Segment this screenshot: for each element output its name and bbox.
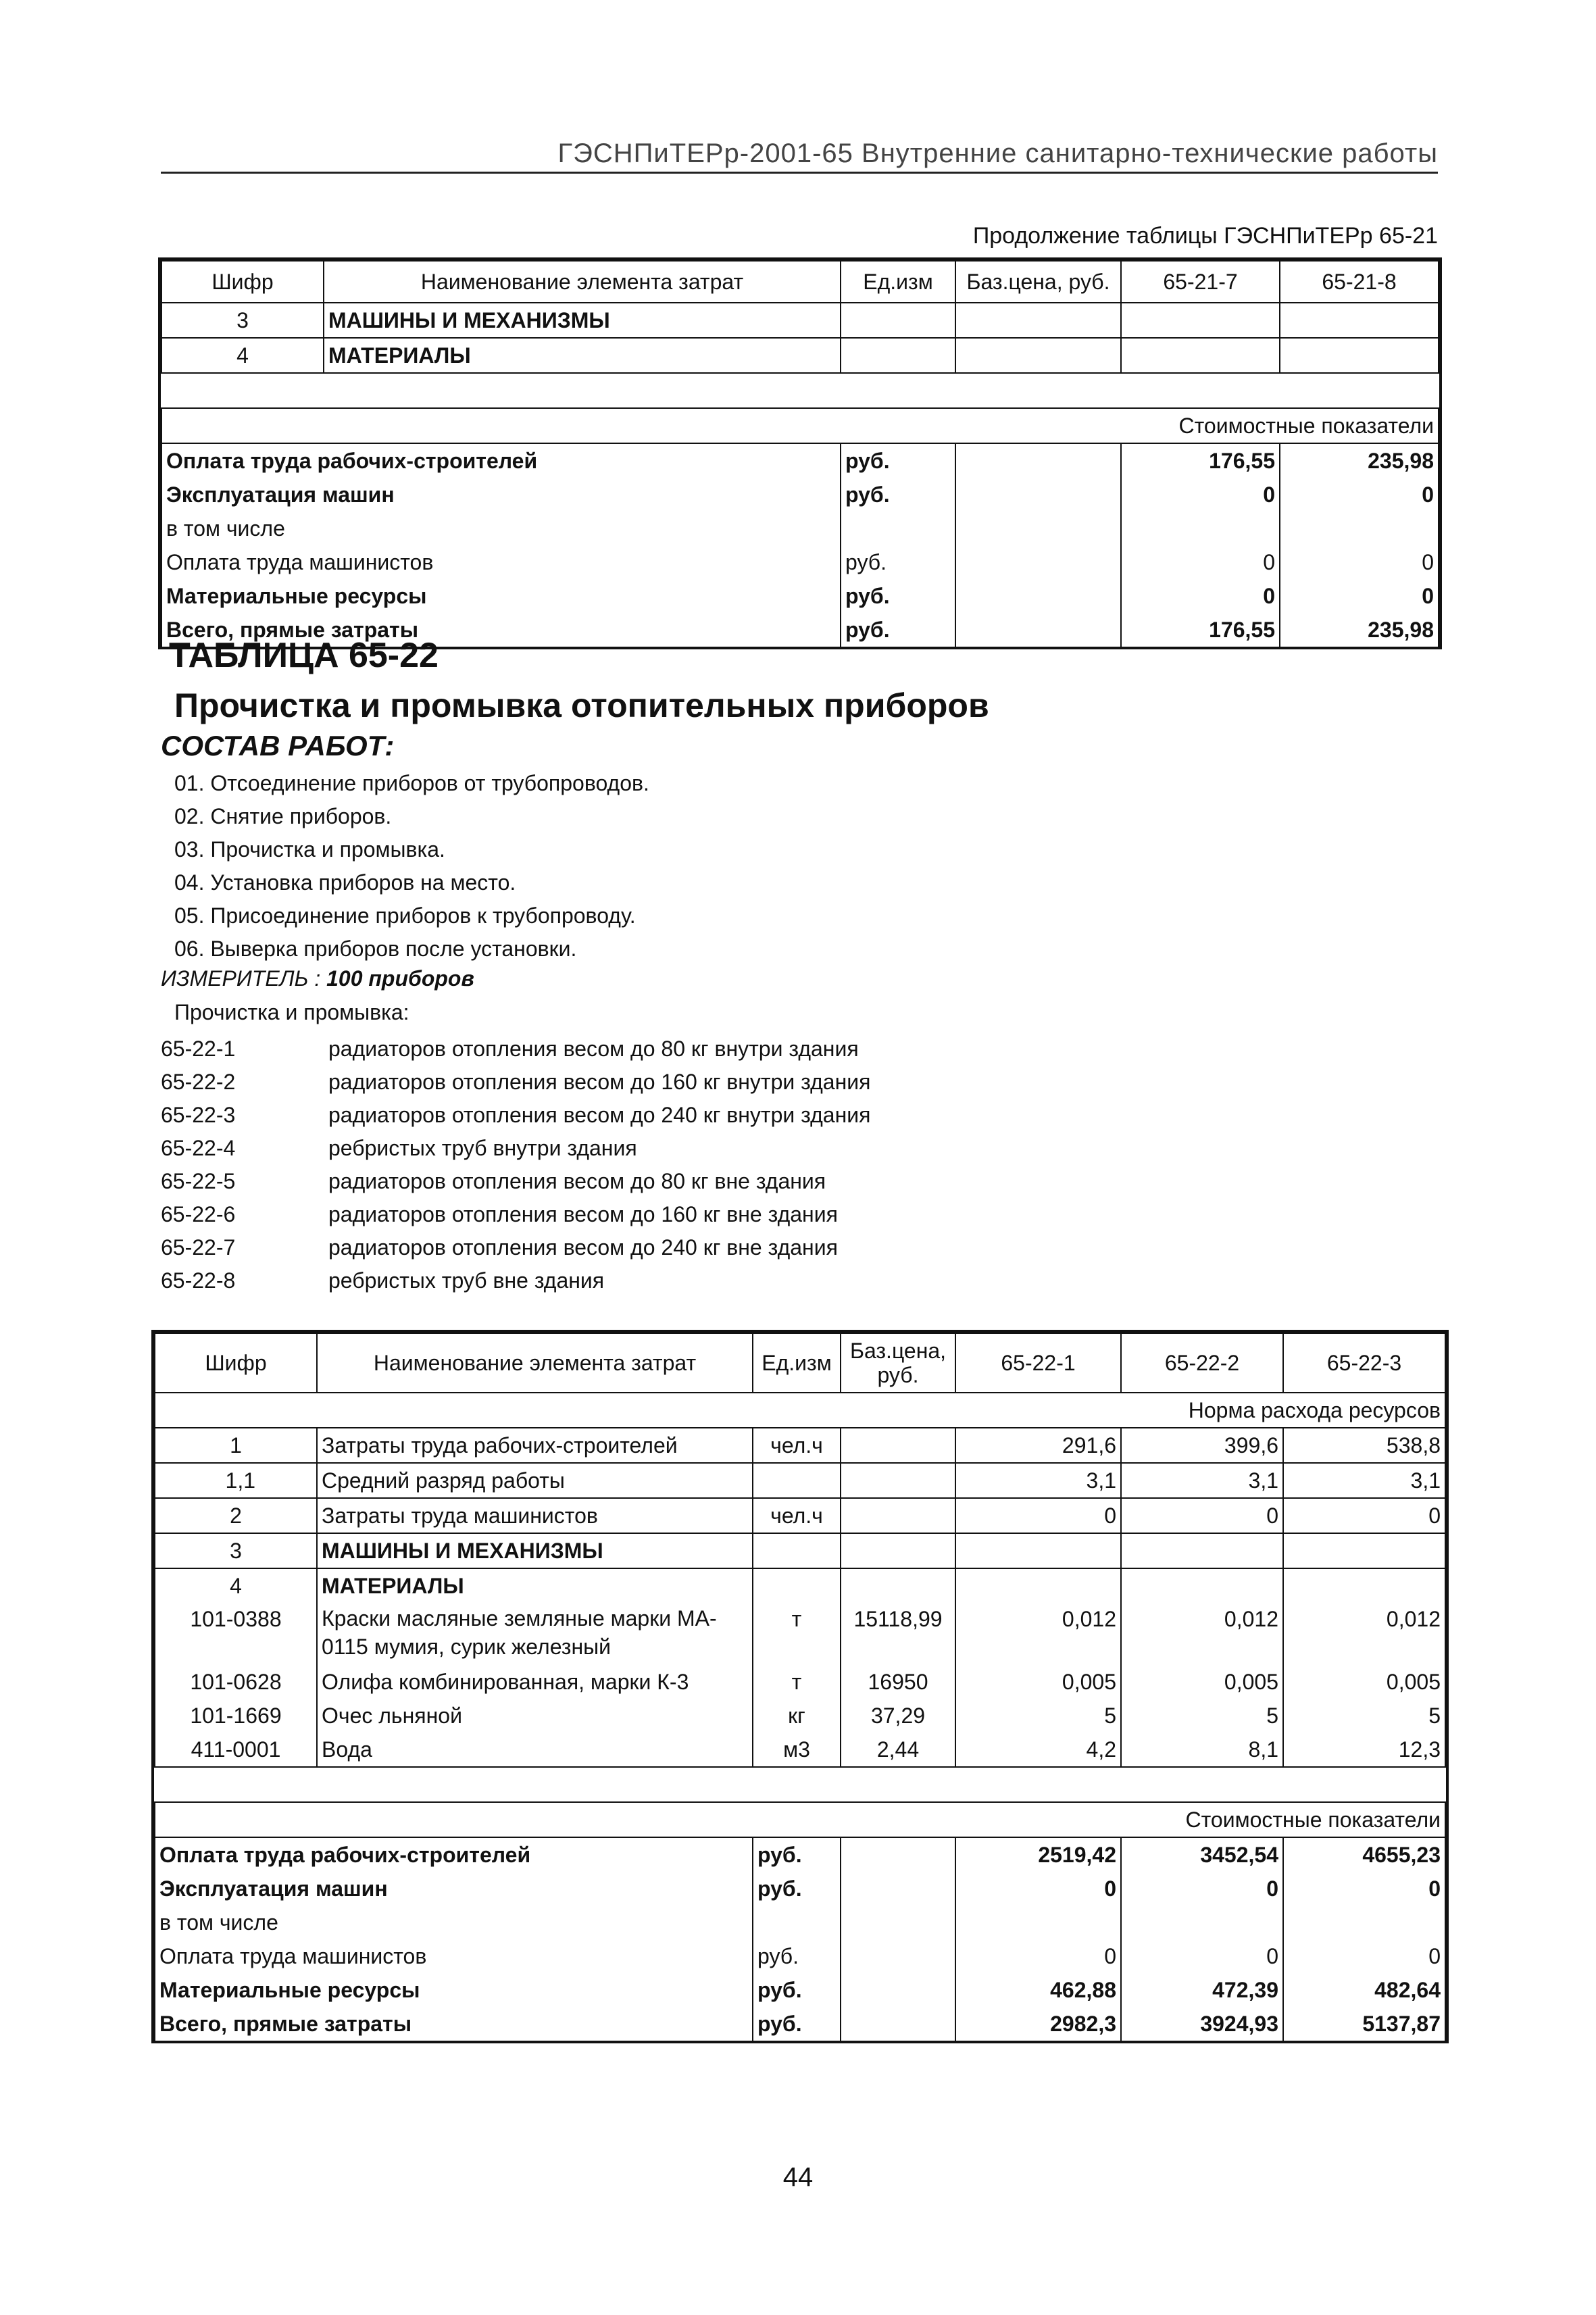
cell-name-line: Краски масляные земляные марки МА- — [322, 1606, 717, 1631]
code-item — [161, 1132, 870, 1165]
code: 65-22-6 — [161, 1202, 236, 1226]
cost-value: 0 — [1121, 545, 1280, 579]
cell-name: МАШИНЫ И МЕХАНИЗМЫ — [317, 1533, 753, 1568]
cost-value: 0 — [955, 1939, 1121, 1973]
cost-unit: руб. — [753, 1872, 841, 1906]
cost-value: 176,55 — [1121, 613, 1280, 647]
cost-row — [155, 1973, 1445, 2007]
table-row — [155, 1603, 1445, 1665]
cell-value: 0,005 — [1121, 1665, 1283, 1699]
cost-value: 482,64 — [1283, 1973, 1445, 2007]
col-header: 65-22-1 — [955, 1333, 1121, 1393]
col-header: Шифр — [161, 261, 324, 303]
cost-row — [161, 478, 1439, 512]
cost-value: 176,55 — [1121, 443, 1280, 478]
cost-row — [161, 579, 1439, 613]
cost-value: 0 — [1121, 579, 1280, 613]
cell-unit: чел.ч — [753, 1498, 841, 1533]
code-desc: ребристых труб вне здания — [328, 1268, 605, 1293]
work-item: 02. Снятие приборов. — [174, 804, 392, 828]
code-desc: радиаторов отопления весом до 160 кг вне здания — [328, 1202, 838, 1226]
table-row — [155, 1428, 1445, 1463]
cell-unit: т — [753, 1603, 841, 1665]
table-row — [161, 303, 1439, 338]
cell-value: 0,012 — [955, 1603, 1121, 1665]
cell-name: Очес льняной — [317, 1699, 753, 1733]
page-number: 44 — [782, 2162, 814, 2192]
cost-row — [155, 2007, 1445, 2041]
cell-code: 2 — [155, 1498, 317, 1533]
cost-row — [161, 545, 1439, 579]
table-65-21 — [161, 260, 1439, 647]
works-title: СОСТАВ РАБОТ: — [161, 730, 395, 762]
cell-value: 0,005 — [1283, 1665, 1445, 1699]
cell-price — [841, 1498, 955, 1533]
cell-value: 0 — [1121, 1498, 1283, 1533]
table-65-22 — [154, 1333, 1446, 2041]
cost-row — [155, 1837, 1445, 1872]
cell-value: 3,1 — [955, 1463, 1121, 1498]
cell-unit: м3 — [753, 1733, 841, 1767]
cost-unit: руб. — [753, 1973, 841, 2007]
code-desc: радиаторов отопления весом до 80 кг внутри здания — [328, 1037, 859, 1061]
cost-name: Эксплуатация машин — [161, 478, 841, 512]
cost-value: 4655,23 — [1283, 1837, 1445, 1872]
code-item — [161, 1099, 870, 1132]
cell-value: 12,3 — [1283, 1733, 1445, 1767]
cell-value: 4,2 — [955, 1733, 1121, 1767]
cell-value: 3,1 — [1121, 1463, 1283, 1498]
cost-value: 0 — [1283, 1939, 1445, 1973]
works-list — [174, 767, 649, 966]
code-desc: радиаторов отопления весом до 80 кг вне здания — [328, 1169, 826, 1193]
cost-row — [155, 1939, 1445, 1973]
cost-value: 3452,54 — [1121, 1837, 1283, 1872]
cell-value: 5 — [1121, 1699, 1283, 1733]
col-header: Наименование элемента затрат — [324, 261, 841, 303]
cell-name: Затраты труда машинистов — [317, 1498, 753, 1533]
cell-value: 0,012 — [1121, 1603, 1283, 1665]
meter-line — [161, 966, 474, 991]
cell-value: 399,6 — [1121, 1428, 1283, 1463]
cost-value: 0 — [1280, 478, 1439, 512]
code: 65-22-1 — [161, 1037, 236, 1061]
work-item: 03. Прочистка и промывка. — [174, 837, 445, 862]
cost-caption: Стоимостные показатели — [161, 408, 1439, 443]
code-item — [161, 1264, 870, 1297]
subhead: Прочистка и промывка: — [174, 1000, 409, 1024]
code-desc: радиаторов отопления весом до 160 кг внутри здания — [328, 1070, 871, 1094]
cost-row — [155, 1872, 1445, 1906]
col-header: 65-22-3 — [1283, 1333, 1445, 1393]
cell-code: 411-0001 — [155, 1733, 317, 1767]
code-item — [161, 1198, 870, 1231]
cost-name: Оплата труда рабочих-строителей — [155, 1837, 753, 1872]
cost-value: 0 — [1283, 1872, 1445, 1906]
cell-code: 4 — [161, 338, 324, 373]
cost-unit: руб. — [841, 579, 955, 613]
cell-value: 0 — [955, 1498, 1121, 1533]
cell-price: 16950 — [841, 1665, 955, 1699]
cost-row — [161, 512, 1439, 545]
cost-unit: руб. — [841, 545, 955, 579]
cell-unit: кг — [753, 1699, 841, 1733]
cell-price — [841, 1463, 955, 1498]
continuation-caption: Продолжение таблицы ГЭСНПиТЕРр 65-21 — [972, 223, 1438, 249]
col-header: 65-21-7 — [1121, 261, 1280, 303]
cell-unit — [753, 1463, 841, 1498]
cost-value: 472,39 — [1121, 1973, 1283, 2007]
cell-value: 0,005 — [955, 1665, 1121, 1699]
cost-name: Всего, прямые затраты — [155, 2007, 753, 2041]
cost-value: 0 — [1280, 545, 1439, 579]
col-header: Баз.цена, руб. — [841, 1333, 955, 1393]
cell-code: 1 — [155, 1428, 317, 1463]
cost-unit: руб. — [753, 1837, 841, 1872]
code-item — [161, 1231, 870, 1264]
cost-value: 0 — [1121, 1872, 1283, 1906]
cost-name: Материальные ресурсы — [161, 579, 841, 613]
cell-code: 101-0628 — [155, 1665, 317, 1699]
cell-value: 538,8 — [1283, 1428, 1445, 1463]
work-item: 05. Присоединение приборов к трубопроводу. — [174, 903, 636, 928]
caption-row — [161, 408, 1439, 443]
cell-name: МАТЕРИАЛЫ — [317, 1568, 753, 1603]
cell-code: 101-1669 — [155, 1699, 317, 1733]
cost-name: Оплата труда рабочих-строителей — [161, 443, 841, 478]
cell-value: 0,012 — [1283, 1603, 1445, 1665]
cell-value: 5 — [955, 1699, 1121, 1733]
cost-unit: руб. — [841, 478, 955, 512]
cell-value: 291,6 — [955, 1428, 1121, 1463]
cell-code: 3 — [155, 1533, 317, 1568]
code-desc: ребристых труб внутри здания — [328, 1136, 637, 1160]
meter-label: ИЗМЕРИТЕЛЬ : — [161, 966, 321, 991]
cell-value: 8,1 — [1121, 1733, 1283, 1767]
code: 65-22-8 — [161, 1268, 236, 1293]
table-header-row — [155, 1333, 1445, 1393]
cost-row — [161, 443, 1439, 478]
cell-code: 3 — [161, 303, 324, 338]
cost-unit: руб. — [841, 443, 955, 478]
cost-value: 0 — [1280, 579, 1439, 613]
col-header: 65-22-2 — [1121, 1333, 1283, 1393]
cost-name: Оплата труда машинистов — [161, 545, 841, 579]
norm-caption: Норма расхода ресурсов — [155, 1393, 1445, 1428]
cost-name: в том числе — [161, 512, 841, 545]
cost-value: 2982,3 — [955, 2007, 1121, 2041]
meter-value: 100 приборов — [326, 966, 474, 991]
code: 65-22-4 — [161, 1136, 236, 1160]
col-header: Ед.изм — [753, 1333, 841, 1393]
cost-name: Всего, прямые затраты — [161, 613, 841, 647]
cost-name: в том числе — [155, 1906, 753, 1939]
cost-value: 0 — [1121, 478, 1280, 512]
code: 65-22-7 — [161, 1235, 236, 1260]
cost-unit: руб. — [753, 1939, 841, 1973]
table-row — [155, 1463, 1445, 1498]
code-item — [161, 1032, 870, 1066]
cell-name: Олифа комбинированная, марки К-3 — [317, 1665, 753, 1699]
running-header: ГЭСНПиТЕРр-2001-65 Внутренние санитарно-технические работы — [161, 139, 1438, 174]
cell-name: Затраты труда рабочих-строителей — [317, 1428, 753, 1463]
code-item — [161, 1066, 870, 1099]
table-title: ТАБЛИЦА 65-22 — [169, 636, 439, 675]
cell-name-line: 0115 мумия, сурик железный — [322, 1635, 612, 1659]
table-row — [155, 1568, 1445, 1603]
cell-unit: чел.ч — [753, 1428, 841, 1463]
cost-value: 235,98 — [1280, 613, 1439, 647]
cost-value: 3924,93 — [1121, 2007, 1283, 2041]
cost-value: 0 — [955, 1872, 1121, 1906]
cell-value: 0 — [1283, 1498, 1445, 1533]
cell-price: 2,44 — [841, 1733, 955, 1767]
cost-row — [155, 1906, 1445, 1939]
code: 65-22-5 — [161, 1169, 236, 1193]
col-header: 65-21-8 — [1280, 261, 1439, 303]
table-row — [155, 1533, 1445, 1568]
table-row — [155, 1699, 1445, 1733]
col-header: Баз.цена, руб. — [955, 261, 1121, 303]
cost-value: 462,88 — [955, 1973, 1121, 2007]
code: 65-22-3 — [161, 1103, 236, 1127]
codes-list — [161, 1032, 870, 1297]
cost-value: 0 — [1121, 1939, 1283, 1973]
cost-value: 235,98 — [1280, 443, 1439, 478]
caption-row — [155, 1802, 1445, 1837]
cost-unit: руб. — [841, 613, 955, 647]
cell-unit: т — [753, 1665, 841, 1699]
cell-code: 101-0388 — [155, 1603, 317, 1665]
work-item: 01. Отсоединение приборов от трубопроводов. — [174, 771, 649, 795]
cost-name: Эксплуатация машин — [155, 1872, 753, 1906]
cell-name: МАТЕРИАЛЫ — [324, 338, 841, 373]
table-subtitle: Прочистка и промывка отопительных приборов — [174, 687, 989, 724]
work-item: 06. Выверка приборов после установки. — [174, 937, 577, 961]
col-header: Ед.изм — [841, 261, 955, 303]
cell-code: 4 — [155, 1568, 317, 1603]
code: 65-22-2 — [161, 1070, 236, 1094]
cost-value: 5137,87 — [1283, 2007, 1445, 2041]
table-row — [161, 338, 1439, 373]
col-header: Шифр — [155, 1333, 317, 1393]
cell-value: 5 — [1283, 1699, 1445, 1733]
cell-name: Вода — [317, 1733, 753, 1767]
table-row — [155, 1498, 1445, 1533]
cell-price: 37,29 — [841, 1699, 955, 1733]
table-row — [155, 1733, 1445, 1767]
cell-price: 15118,99 — [841, 1603, 955, 1665]
cell-name: Средний разряд работы — [317, 1463, 753, 1498]
cell-name — [317, 1603, 753, 1665]
cost-value: 2519,42 — [955, 1837, 1121, 1872]
code-desc: радиаторов отопления весом до 240 кг вне здания — [328, 1235, 838, 1260]
cost-name: Оплата труда машинистов — [155, 1939, 753, 1973]
cell-price — [841, 1428, 955, 1463]
table-header-row — [161, 261, 1439, 303]
cost-caption: Стоимостные показатели — [155, 1802, 1445, 1837]
cost-name: Материальные ресурсы — [155, 1973, 753, 2007]
code-item — [161, 1165, 870, 1198]
work-item: 04. Установка приборов на место. — [174, 870, 516, 895]
cell-name: МАШИНЫ И МЕХАНИЗМЫ — [324, 303, 841, 338]
cell-code: 1,1 — [155, 1463, 317, 1498]
cost-unit: руб. — [753, 2007, 841, 2041]
cell-value: 3,1 — [1283, 1463, 1445, 1498]
col-header: Наименование элемента затрат — [317, 1333, 753, 1393]
code-desc: радиаторов отопления весом до 240 кг внутри здания — [328, 1103, 871, 1127]
caption-row — [155, 1393, 1445, 1428]
table-row — [155, 1665, 1445, 1699]
